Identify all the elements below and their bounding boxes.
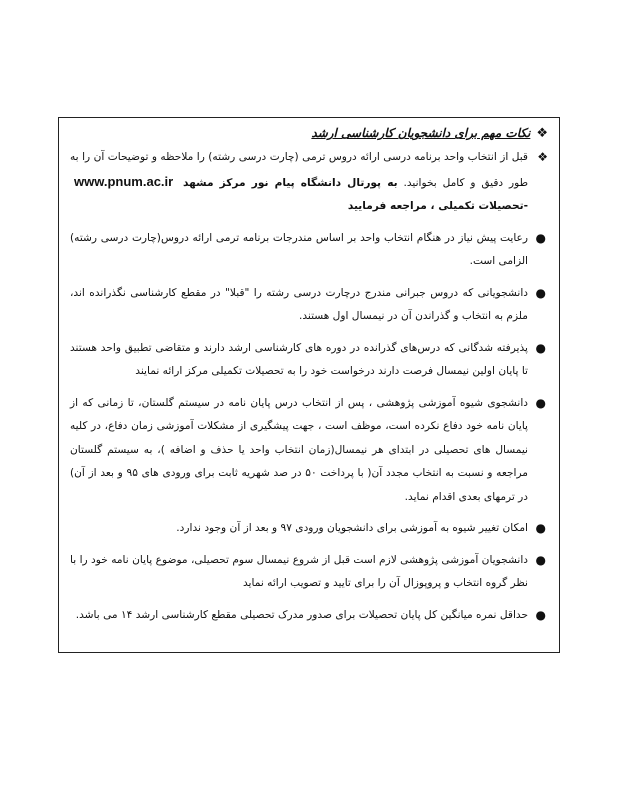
item-text: حداقل نمره میانگین کل پایان تحصیلات برای صدور مدرک تحصیلی مقطع کارشناسی ارشد ۱۴ می باشد.	[75, 608, 528, 621]
list-item	[70, 227, 548, 274]
bullet-icon: ●	[535, 340, 546, 355]
notice-content	[70, 122, 548, 635]
bullet-icon: ●	[535, 552, 546, 567]
bullet-icon: ●	[535, 395, 546, 410]
bullet-icon: ●	[535, 230, 546, 245]
item-text-bold: -تحصیلات تکمیلی ، مراجعه فرمایید	[347, 200, 528, 212]
list-item	[70, 282, 548, 329]
item-text: دانشجویانی که دروس جبرانی مندرج درچارت درسی رشته را "قبلا" در مقطع کارشناسی نگذرانده اند، ملزم به انتخاب و گذراندن آن در نیمسال اول هستند.	[70, 286, 528, 322]
item-text: پذیرفته شدگانی که درس‌های گذرانده در دوره های کارشناسی ارشد دارند و متقاضی تطبیق واحد هستند تا پایان اولین نیمسال فرصت دارند درخواست خود را به تحصیلات تکمیلی مرکز ارائه نمایند	[70, 341, 528, 377]
item-text: دانشجویان آموزشی پژوهشی لازم است قبل از شروع نیمسال سوم تحصیلی، موضوع پایان نامه خود را با نظر گروه انتخاب و پروپوزال آن را برای تایید و تصویب ارائه نماید	[70, 553, 528, 589]
item-text-bold: به پورتال دانشگاه پیام نور مرکز مشهد	[183, 176, 398, 189]
list-item	[70, 392, 548, 510]
list-item	[70, 337, 548, 384]
item-text: امکان تغییر شیوه به آموزشی برای دانشجویان ورودی ۹۷ و بعد از آن وجود ندارد.	[176, 522, 528, 534]
item-text: رعایت پیش نیاز در هنگام انتخاب واحد بر اساس مندرجات برنامه ترمی ارائه دروس(چارت درسی رشته) الزامی است.	[70, 231, 528, 267]
bullet-icon: ●	[535, 285, 546, 300]
bullet-icon: ●	[535, 521, 546, 535]
item-text: دانشجوی شیوه آموزشی پژوهشی ، پس از انتخاب درس پایان نامه در سیستم گلستان، تا زمانی که از پایان نامه خود دفاع نکرده است، موظف است ، جهت پیشگیری از مشکلات آموزشی زمان دفاع، در کلیه نیمسال های تحصیلی در ابتدای هر نیمسال(زمان انتخاب واحد یا حذف و اضافه )، به سیستم گلستان مراجعه و نسبت به انتخاب مجدد آن( با پرداخت ۵۰ در صد شهریه ثابت برای ورودی های ۹۵ و بعد از آن) در ترمهای بعدی اقدام نماید.	[70, 396, 528, 503]
portal-link[interactable]: www.pnum.ac.ir	[74, 173, 174, 189]
list-item	[70, 146, 548, 219]
title-text: نکات مهم برای دانشجویان کارشناسی ارشد	[311, 126, 531, 141]
bullet-icon: ●	[535, 607, 546, 622]
star-bullet-icon: ❖	[537, 150, 548, 164]
page-title	[70, 122, 548, 146]
list-item	[70, 604, 548, 628]
list-item	[70, 549, 548, 596]
star-bullet-icon: ❖	[536, 126, 548, 142]
item-text: قبل از انتخاب واحد برنامه درسی ارائه دروس ترمی (چارت درسی رشته) را ملاحظه و توضیحات آن را به طور دقیق و کامل بخوانید.	[70, 151, 528, 189]
list-item	[70, 517, 548, 541]
